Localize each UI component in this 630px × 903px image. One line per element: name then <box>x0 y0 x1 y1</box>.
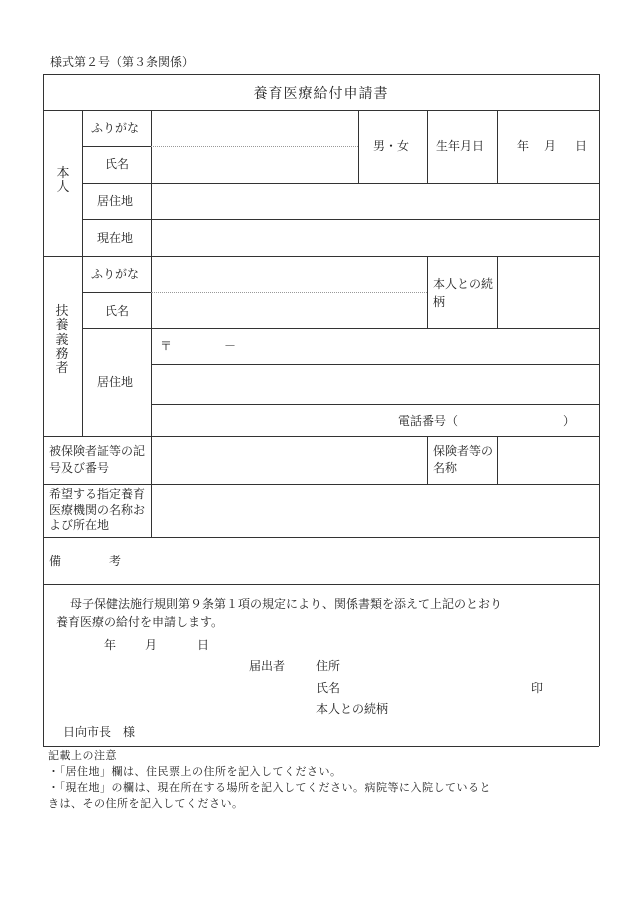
guardian-section-text: 扶 養 義 務 者 <box>55 304 69 377</box>
guardian-furigana-label: ふりがな <box>91 267 140 281</box>
phone-close: ） <box>563 414 576 428</box>
guardian-address-field[interactable] <box>153 366 597 402</box>
note-item: きは、その住所を記入してください。 <box>48 797 244 810</box>
signer-relationship-label: 本人との続柄 <box>316 702 389 716</box>
applicant-name-label: 氏名 <box>105 157 130 171</box>
note-item: ・「現在地」の欄は、現在所在する場所を記入してください。病院等に入院していると <box>48 781 491 794</box>
applicant-furigana-label: ふりがな <box>91 121 140 135</box>
insurance-card-field[interactable] <box>153 438 425 482</box>
insurance-card-label: 被保険者証等の記号及び番号 <box>49 444 146 476</box>
guardian-section-label <box>55 305 69 376</box>
relationship-field[interactable] <box>499 258 597 326</box>
institution-field[interactable] <box>153 486 597 535</box>
applicant-section-text: 本 人 <box>56 166 70 196</box>
applicant-residence-field[interactable] <box>153 185 597 217</box>
signer-relationship-field[interactable] <box>400 699 590 717</box>
postal-mark: 〒 <box>160 339 173 353</box>
guardian-furigana-field[interactable] <box>153 258 425 290</box>
applicant-section-label <box>56 167 70 196</box>
guardian-residence-label: 居住地 <box>97 375 134 389</box>
seal-mark: 印 <box>531 681 544 695</box>
applicant-signer-label: 届出者 <box>249 659 286 673</box>
applicant-current-address-label: 現在地 <box>97 231 134 245</box>
application-year: 年 <box>104 638 117 652</box>
signer-name-field[interactable] <box>350 678 520 696</box>
institution-label: 希望する指定養育医療機関の名称および所在地 <box>49 487 146 533</box>
signer-address-label: 住所 <box>316 659 341 673</box>
birthdate-month: 月 <box>544 139 557 153</box>
signer-address-field[interactable] <box>350 656 590 674</box>
birthdate-year: 年 <box>517 139 530 153</box>
remarks-field[interactable] <box>153 539 597 582</box>
guardian-name-field[interactable] <box>153 295 425 326</box>
declaration-line-1: 母子保健法施行規則第９条第１項の規定により、関係書類を添えて上記のとおり <box>70 597 503 611</box>
note-item: ・「居住地」欄は、住民票上の住所を記入してください。 <box>48 765 342 778</box>
application-month: 月 <box>145 638 158 652</box>
form-title: 養育医療給付申請書 <box>253 86 389 102</box>
insurer-field[interactable] <box>499 438 597 482</box>
applicant-furigana-field[interactable] <box>153 112 356 144</box>
phone-label: 電話番号（ <box>398 414 459 428</box>
guardian-name-label: 氏名 <box>105 304 130 318</box>
relationship-label: 本人との続柄 <box>433 277 494 309</box>
postal-dash: － <box>224 339 237 353</box>
insurer-label: 保険者等の名称 <box>433 444 494 476</box>
signer-name-label: 氏名 <box>316 681 341 695</box>
birthdate-day: 日 <box>575 139 588 153</box>
remarks-label: 備考 <box>49 554 121 568</box>
applicant-name-field[interactable] <box>153 149 356 181</box>
declaration-line-2: 養育医療の給付を申請します。 <box>56 615 224 629</box>
notes-heading: 記載上の注意 <box>48 749 117 762</box>
applicant-residence-label: 居住地 <box>97 194 134 208</box>
addressee: 日向市長 様 <box>63 725 136 739</box>
applicant-current-address-field[interactable] <box>153 221 597 254</box>
form-number: 様式第２号（第３条関係） <box>50 55 195 69</box>
birthdate-label: 生年月日 <box>436 139 485 153</box>
application-day: 日 <box>197 638 210 652</box>
gender-option[interactable]: 男・女 <box>373 139 410 153</box>
